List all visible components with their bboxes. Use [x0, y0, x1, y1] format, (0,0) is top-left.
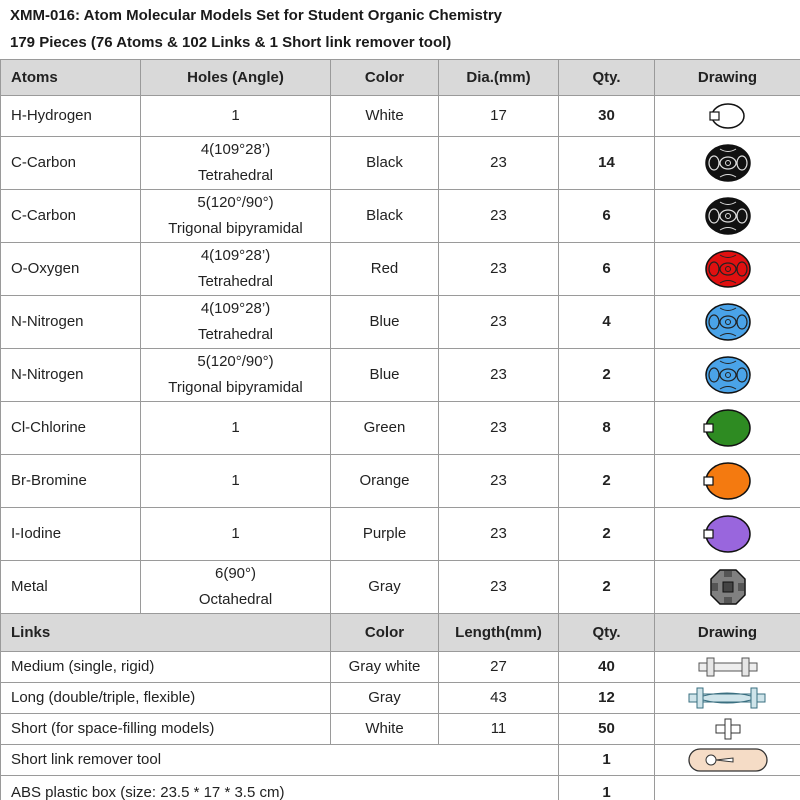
atom-qty: 2	[559, 508, 655, 561]
chlorine-atom-icon	[698, 408, 758, 448]
atom-diameter: 23	[439, 561, 559, 614]
atom-qty: 6	[559, 243, 655, 296]
extra-row	[1, 745, 800, 776]
atom-row	[1, 296, 800, 349]
hydrogen-atom-icon	[698, 96, 758, 136]
link-qty-column-header: Qty.	[559, 614, 655, 652]
extra-qty: 1	[559, 745, 655, 776]
atom-holes-count: 5(120°/90°)	[197, 194, 274, 211]
atom-drawing	[655, 561, 800, 614]
length-column-header: Length(mm)	[439, 614, 559, 652]
extra-name: ABS plastic box (size: 23.5 * 17 * 3.5 cm)	[1, 776, 559, 800]
atom-drawing	[655, 190, 800, 243]
atom-holes-count: 1	[231, 472, 240, 489]
link-row	[1, 714, 800, 745]
atom-holes	[141, 243, 331, 296]
atom-row	[1, 243, 800, 296]
link-length: 27	[439, 652, 559, 683]
parts-table	[0, 59, 800, 800]
link-drawing	[655, 683, 800, 714]
nitrogen-trigonal-atom-icon	[698, 355, 758, 395]
extra-row	[1, 776, 800, 800]
atom-drawing	[655, 243, 800, 296]
atom-holes	[141, 137, 331, 190]
atom-qty: 4	[559, 296, 655, 349]
atom-row	[1, 137, 800, 190]
atom-name: C-Carbon	[1, 190, 141, 243]
iodine-atom-icon	[698, 514, 758, 554]
atom-diameter: 23	[439, 190, 559, 243]
atom-name: Cl-Chlorine	[1, 402, 141, 455]
extra-drawing	[655, 745, 800, 776]
atom-diameter: 23	[439, 455, 559, 508]
short-link-icon	[708, 716, 748, 742]
atom-row	[1, 96, 800, 137]
atom-name: O-Oxygen	[1, 243, 141, 296]
atom-row	[1, 455, 800, 508]
atom-holes	[141, 508, 331, 561]
atom-row	[1, 190, 800, 243]
atom-name: I-Iodine	[1, 508, 141, 561]
atom-qty: 2	[559, 455, 655, 508]
atom-drawing	[655, 296, 800, 349]
link-row	[1, 652, 800, 683]
drawing-column-header: Drawing	[655, 60, 800, 96]
atom-name: Metal	[1, 561, 141, 614]
atom-geometry: Tetrahedral	[197, 326, 274, 343]
atom-holes-count: 4(109°28’)	[200, 141, 271, 158]
link-color-column-header: Color	[331, 614, 439, 652]
atom-drawing	[655, 349, 800, 402]
link-row	[1, 683, 800, 714]
atom-qty: 8	[559, 402, 655, 455]
nitrogen-tetrahedral-atom-icon	[698, 302, 758, 342]
link-name: Short (for space-filling models)	[1, 714, 331, 745]
atom-holes-count: 1	[231, 419, 240, 436]
holes-column-header: Holes (Angle)	[141, 60, 331, 96]
atom-diameter: 17	[439, 96, 559, 137]
atom-color: Gray	[331, 561, 439, 614]
bromine-atom-icon	[698, 461, 758, 501]
extra-name: Short link remover tool	[1, 745, 559, 776]
link-name: Medium (single, rigid)	[1, 652, 331, 683]
atom-color: Blue	[331, 349, 439, 402]
atom-color: White	[331, 96, 439, 137]
dia-column-header: Dia.(mm)	[439, 60, 559, 96]
link-qty: 12	[559, 683, 655, 714]
atom-geometry: Trigonal bipyramidal	[168, 220, 303, 237]
page-subtitle: 179 Pieces (76 Atoms & 102 Links & 1 Short link remover tool)	[10, 34, 452, 51]
atom-qty: 14	[559, 137, 655, 190]
atom-holes-count: 1	[231, 525, 240, 542]
atom-diameter: 23	[439, 243, 559, 296]
atom-diameter: 23	[439, 402, 559, 455]
atom-color: Black	[331, 137, 439, 190]
atom-name: C-Carbon	[1, 137, 141, 190]
metal-atom-icon	[698, 567, 758, 607]
color-column-header: Color	[331, 60, 439, 96]
links-header-row	[1, 614, 800, 652]
link-color: Gray	[331, 683, 439, 714]
links-column-header: Links	[1, 614, 331, 652]
atom-geometry: Tetrahedral	[197, 167, 274, 184]
carbon-tetrahedral-atom-icon	[698, 143, 758, 183]
atom-diameter: 23	[439, 137, 559, 190]
qty-column-header: Qty.	[559, 60, 655, 96]
atom-diameter: 23	[439, 508, 559, 561]
atom-name: N-Nitrogen	[1, 349, 141, 402]
atom-row	[1, 561, 800, 614]
atom-holes-count: 5(120°/90°)	[197, 353, 274, 370]
link-name: Long (double/triple, flexible)	[1, 683, 331, 714]
atom-row	[1, 349, 800, 402]
link-qty: 40	[559, 652, 655, 683]
atom-color: Orange	[331, 455, 439, 508]
atom-qty: 2	[559, 349, 655, 402]
atom-holes	[141, 296, 331, 349]
link-color: White	[331, 714, 439, 745]
atom-color: Green	[331, 402, 439, 455]
link-drawing	[655, 652, 800, 683]
atom-color: Red	[331, 243, 439, 296]
medium-link-icon	[693, 654, 763, 680]
atom-holes	[141, 190, 331, 243]
oxygen-atom-icon	[698, 249, 758, 289]
atom-holes-count: 4(109°28’)	[200, 300, 271, 317]
atom-geometry: Octahedral	[198, 591, 273, 608]
atom-row	[1, 508, 800, 561]
atom-drawing	[655, 96, 800, 137]
link-drawing	[655, 714, 800, 745]
atom-holes-count: 1	[231, 107, 240, 124]
atom-holes-count: 6(90°)	[214, 565, 256, 582]
atom-holes	[141, 96, 331, 137]
atom-qty: 30	[559, 96, 655, 137]
atom-drawing	[655, 137, 800, 190]
atom-geometry: Trigonal bipyramidal	[168, 379, 303, 396]
atoms-header-row	[1, 60, 800, 96]
atom-holes-count: 4(109°28’)	[200, 247, 271, 264]
atom-holes	[141, 561, 331, 614]
link-drawing-column-header: Drawing	[655, 614, 800, 652]
atom-color: Black	[331, 190, 439, 243]
atom-drawing	[655, 508, 800, 561]
extra-qty: 1	[559, 776, 655, 800]
page-title: XMM-016: Atom Molecular Models Set for Student Organic Chemistry	[10, 7, 503, 24]
atom-drawing	[655, 455, 800, 508]
link-length: 43	[439, 683, 559, 714]
long-link-icon	[685, 685, 771, 711]
remover-tool-icon	[685, 746, 771, 774]
atom-name: H-Hydrogen	[1, 96, 141, 137]
link-color: Gray white	[331, 652, 439, 683]
atom-name: Br-Bromine	[1, 455, 141, 508]
atom-diameter: 23	[439, 349, 559, 402]
atom-qty: 6	[559, 190, 655, 243]
atoms-column-header: Atoms	[1, 60, 141, 96]
atom-holes	[141, 402, 331, 455]
link-length: 11	[439, 714, 559, 745]
atom-drawing	[655, 402, 800, 455]
atom-color: Purple	[331, 508, 439, 561]
atom-color: Blue	[331, 296, 439, 349]
atom-holes	[141, 455, 331, 508]
atom-name: N-Nitrogen	[1, 296, 141, 349]
extra-drawing	[655, 776, 800, 800]
carbon-trigonal-atom-icon	[698, 196, 758, 236]
atom-diameter: 23	[439, 296, 559, 349]
link-qty: 50	[559, 714, 655, 745]
atom-geometry: Tetrahedral	[197, 273, 274, 290]
atom-row	[1, 402, 800, 455]
atom-qty: 2	[559, 561, 655, 614]
atom-holes	[141, 349, 331, 402]
